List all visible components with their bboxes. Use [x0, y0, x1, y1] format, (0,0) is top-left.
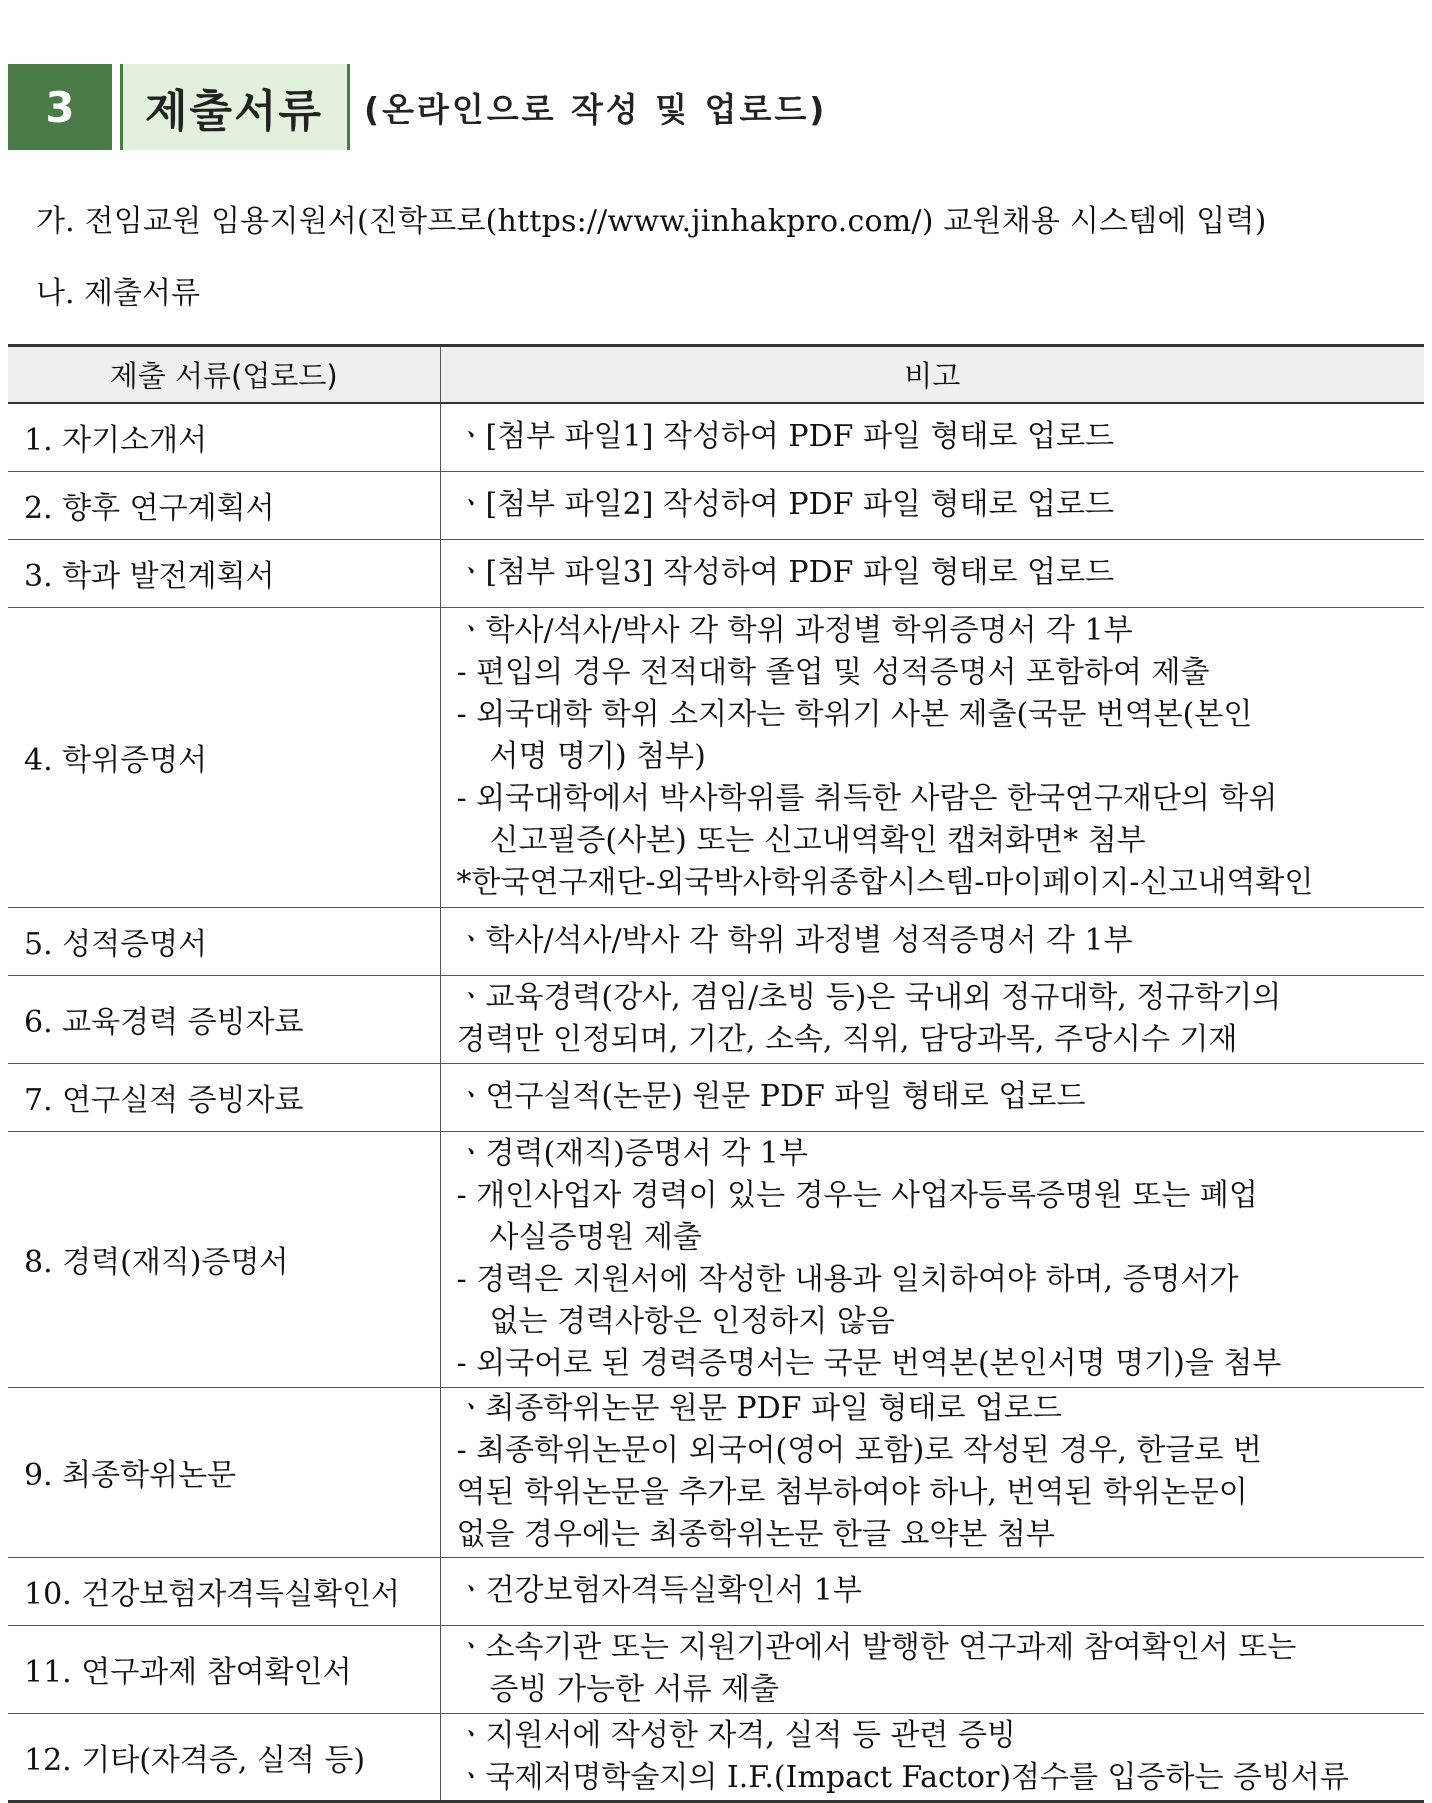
remark-line: ㆍ경력(재직)증명서 각 1부 — [456, 1136, 808, 1171]
document-remarks — [440, 403, 1424, 471]
document-remarks — [440, 975, 1424, 1063]
document-name: 4. 학위증명서 — [8, 607, 440, 907]
section-header — [8, 64, 827, 150]
remark-line: - 외국대학 학위 소지자는 학위기 사본 제출(국문 번역본(본인 — [456, 697, 1253, 732]
remark-line: - 개인사업자 경력이 있는 경우는 사업자등록증명원 또는 폐업 — [456, 1178, 1258, 1213]
document-name: 9. 최종학위논문 — [8, 1387, 440, 1557]
table-row — [8, 1625, 1424, 1713]
remark-line: 서명 명기) 첨부) — [489, 739, 706, 774]
remark-line: - 최종학위논문이 외국어(영어 포함)로 작성된 경우, 한글로 번 — [456, 1433, 1262, 1468]
section-title: 제출서류 — [120, 64, 350, 150]
remark-line: 사실증명원 제출 — [489, 1220, 702, 1255]
remark-line: ㆍ건강보험자격득실확인서 1부 — [456, 1573, 862, 1608]
document-name: 3. 학과 발전계획서 — [8, 539, 440, 607]
remark-line: ㆍ연구실적(논문) 원문 PDF 파일 형태로 업로드 — [456, 1079, 1086, 1114]
document-name: 8. 경력(재직)증명서 — [8, 1131, 440, 1387]
document-remarks — [440, 607, 1424, 907]
document-remarks — [440, 539, 1424, 607]
remark-line: - 외국어로 된 경력증명서는 국문 번역본(본인서명 명기)을 첨부 — [456, 1346, 1282, 1381]
column-header-documents: 제출 서류(업로드) — [8, 346, 440, 404]
remark-line: ㆍ[첨부 파일3] 작성하여 PDF 파일 형태로 업로드 — [456, 555, 1114, 590]
remark-line: 경력만 인정되며, 기간, 소속, 직위, 담당과목, 주당시수 기재 — [456, 1022, 1238, 1057]
table-row — [8, 607, 1424, 907]
document-name: 11. 연구과제 참여확인서 — [8, 1625, 440, 1713]
table-row — [8, 471, 1424, 539]
document-name: 1. 자기소개서 — [8, 403, 440, 471]
table-row — [8, 1557, 1424, 1625]
remark-line: ㆍ[첨부 파일1] 작성하여 PDF 파일 형태로 업로드 — [456, 419, 1114, 455]
document-remarks — [440, 1625, 1424, 1713]
table-row — [8, 907, 1424, 975]
remark-line: ㆍ국제저명학술지의 I.F.(Impact Factor)점수를 입증하는 증빙서류 — [456, 1759, 1349, 1795]
table-row — [8, 975, 1424, 1063]
table-row — [8, 1387, 1424, 1557]
remark-line: ㆍ학사/석사/박사 각 학위 과정별 학위증명서 각 1부 — [456, 613, 1133, 648]
paragraph-application-form: 가. 전임교원 임용지원서(진학프로(https://www.jinhakpro.com/) 교원채용 시스템에 입력) — [36, 204, 1267, 239]
remark-line: *한국연구재단-외국박사학위종합시스템-마이페이지-신고내역확인 — [456, 865, 1314, 900]
remark-line: ㆍ지원서에 작성한 자격, 실적 등 관련 증빙 — [456, 1717, 1016, 1753]
section-subtitle: (온라인으로 작성 및 업로드) — [364, 89, 828, 129]
remark-line: 증빙 가능한 서류 제출 — [489, 1672, 779, 1707]
remark-line: 신고필증(사본) 또는 신고내역확인 캡쳐화면* 첨부 — [489, 823, 1146, 858]
section-number-gap — [112, 64, 120, 150]
document-name: 6. 교육경력 증빙자료 — [8, 975, 440, 1063]
document-remarks — [440, 1713, 1424, 1801]
submission-documents-table — [8, 344, 1424, 1803]
remark-line: - 편입의 경우 전적대학 졸업 및 성적증명서 포함하여 제출 — [456, 655, 1210, 690]
table-row — [8, 1713, 1424, 1801]
remark-line: - 경력은 지원서에 작성한 내용과 일치하여야 하며, 증명서가 — [456, 1262, 1239, 1297]
document-remarks — [440, 1131, 1424, 1387]
remark-line: ㆍ학사/석사/박사 각 학위 과정별 성적증명서 각 1부 — [456, 923, 1133, 958]
remark-line: 역된 학위논문을 추가로 첨부하여야 하나, 번역된 학위논문이 — [456, 1475, 1248, 1510]
remark-line: ㆍ최종학위논문 원문 PDF 파일 형태로 업로드 — [456, 1391, 1062, 1426]
document-remarks — [440, 1387, 1424, 1557]
document-name: 5. 성적증명서 — [8, 907, 440, 975]
remark-line: ㆍ[첨부 파일2] 작성하여 PDF 파일 형태로 업로드 — [456, 487, 1114, 522]
section-number: 3 — [8, 64, 112, 150]
document-remarks — [440, 907, 1424, 975]
column-header-remarks: 비고 — [440, 346, 1424, 404]
remark-line: 없을 경우에는 최종학위논문 한글 요약본 첨부 — [456, 1517, 1055, 1552]
document-name: 12. 기타(자격증, 실적 등) — [8, 1713, 440, 1801]
document-remarks — [440, 1063, 1424, 1131]
document-remarks — [440, 471, 1424, 539]
table-row — [8, 1063, 1424, 1131]
remark-line: ㆍ교육경력(강사, 겸임/초빙 등)은 국내외 정규대학, 정규학기의 — [456, 980, 1282, 1015]
table-header-row — [8, 346, 1424, 404]
table-row — [8, 539, 1424, 607]
document-name: 10. 건강보험자격득실확인서 — [8, 1557, 440, 1625]
remark-line: ㆍ소속기관 또는 지원기관에서 발행한 연구과제 참여확인서 또는 — [456, 1630, 1297, 1665]
remark-line: 없는 경력사항은 인정하지 않음 — [489, 1304, 895, 1339]
table-row — [8, 403, 1424, 471]
document-name: 7. 연구실적 증빙자료 — [8, 1063, 440, 1131]
document-remarks — [440, 1557, 1424, 1625]
remark-line: - 외국대학에서 박사학위를 취득한 사람은 한국연구재단의 학위 — [456, 781, 1278, 816]
paragraph-submission-docs: 나. 제출서류 — [36, 276, 200, 311]
document-name: 2. 향후 연구계획서 — [8, 471, 440, 539]
table-row — [8, 1131, 1424, 1387]
